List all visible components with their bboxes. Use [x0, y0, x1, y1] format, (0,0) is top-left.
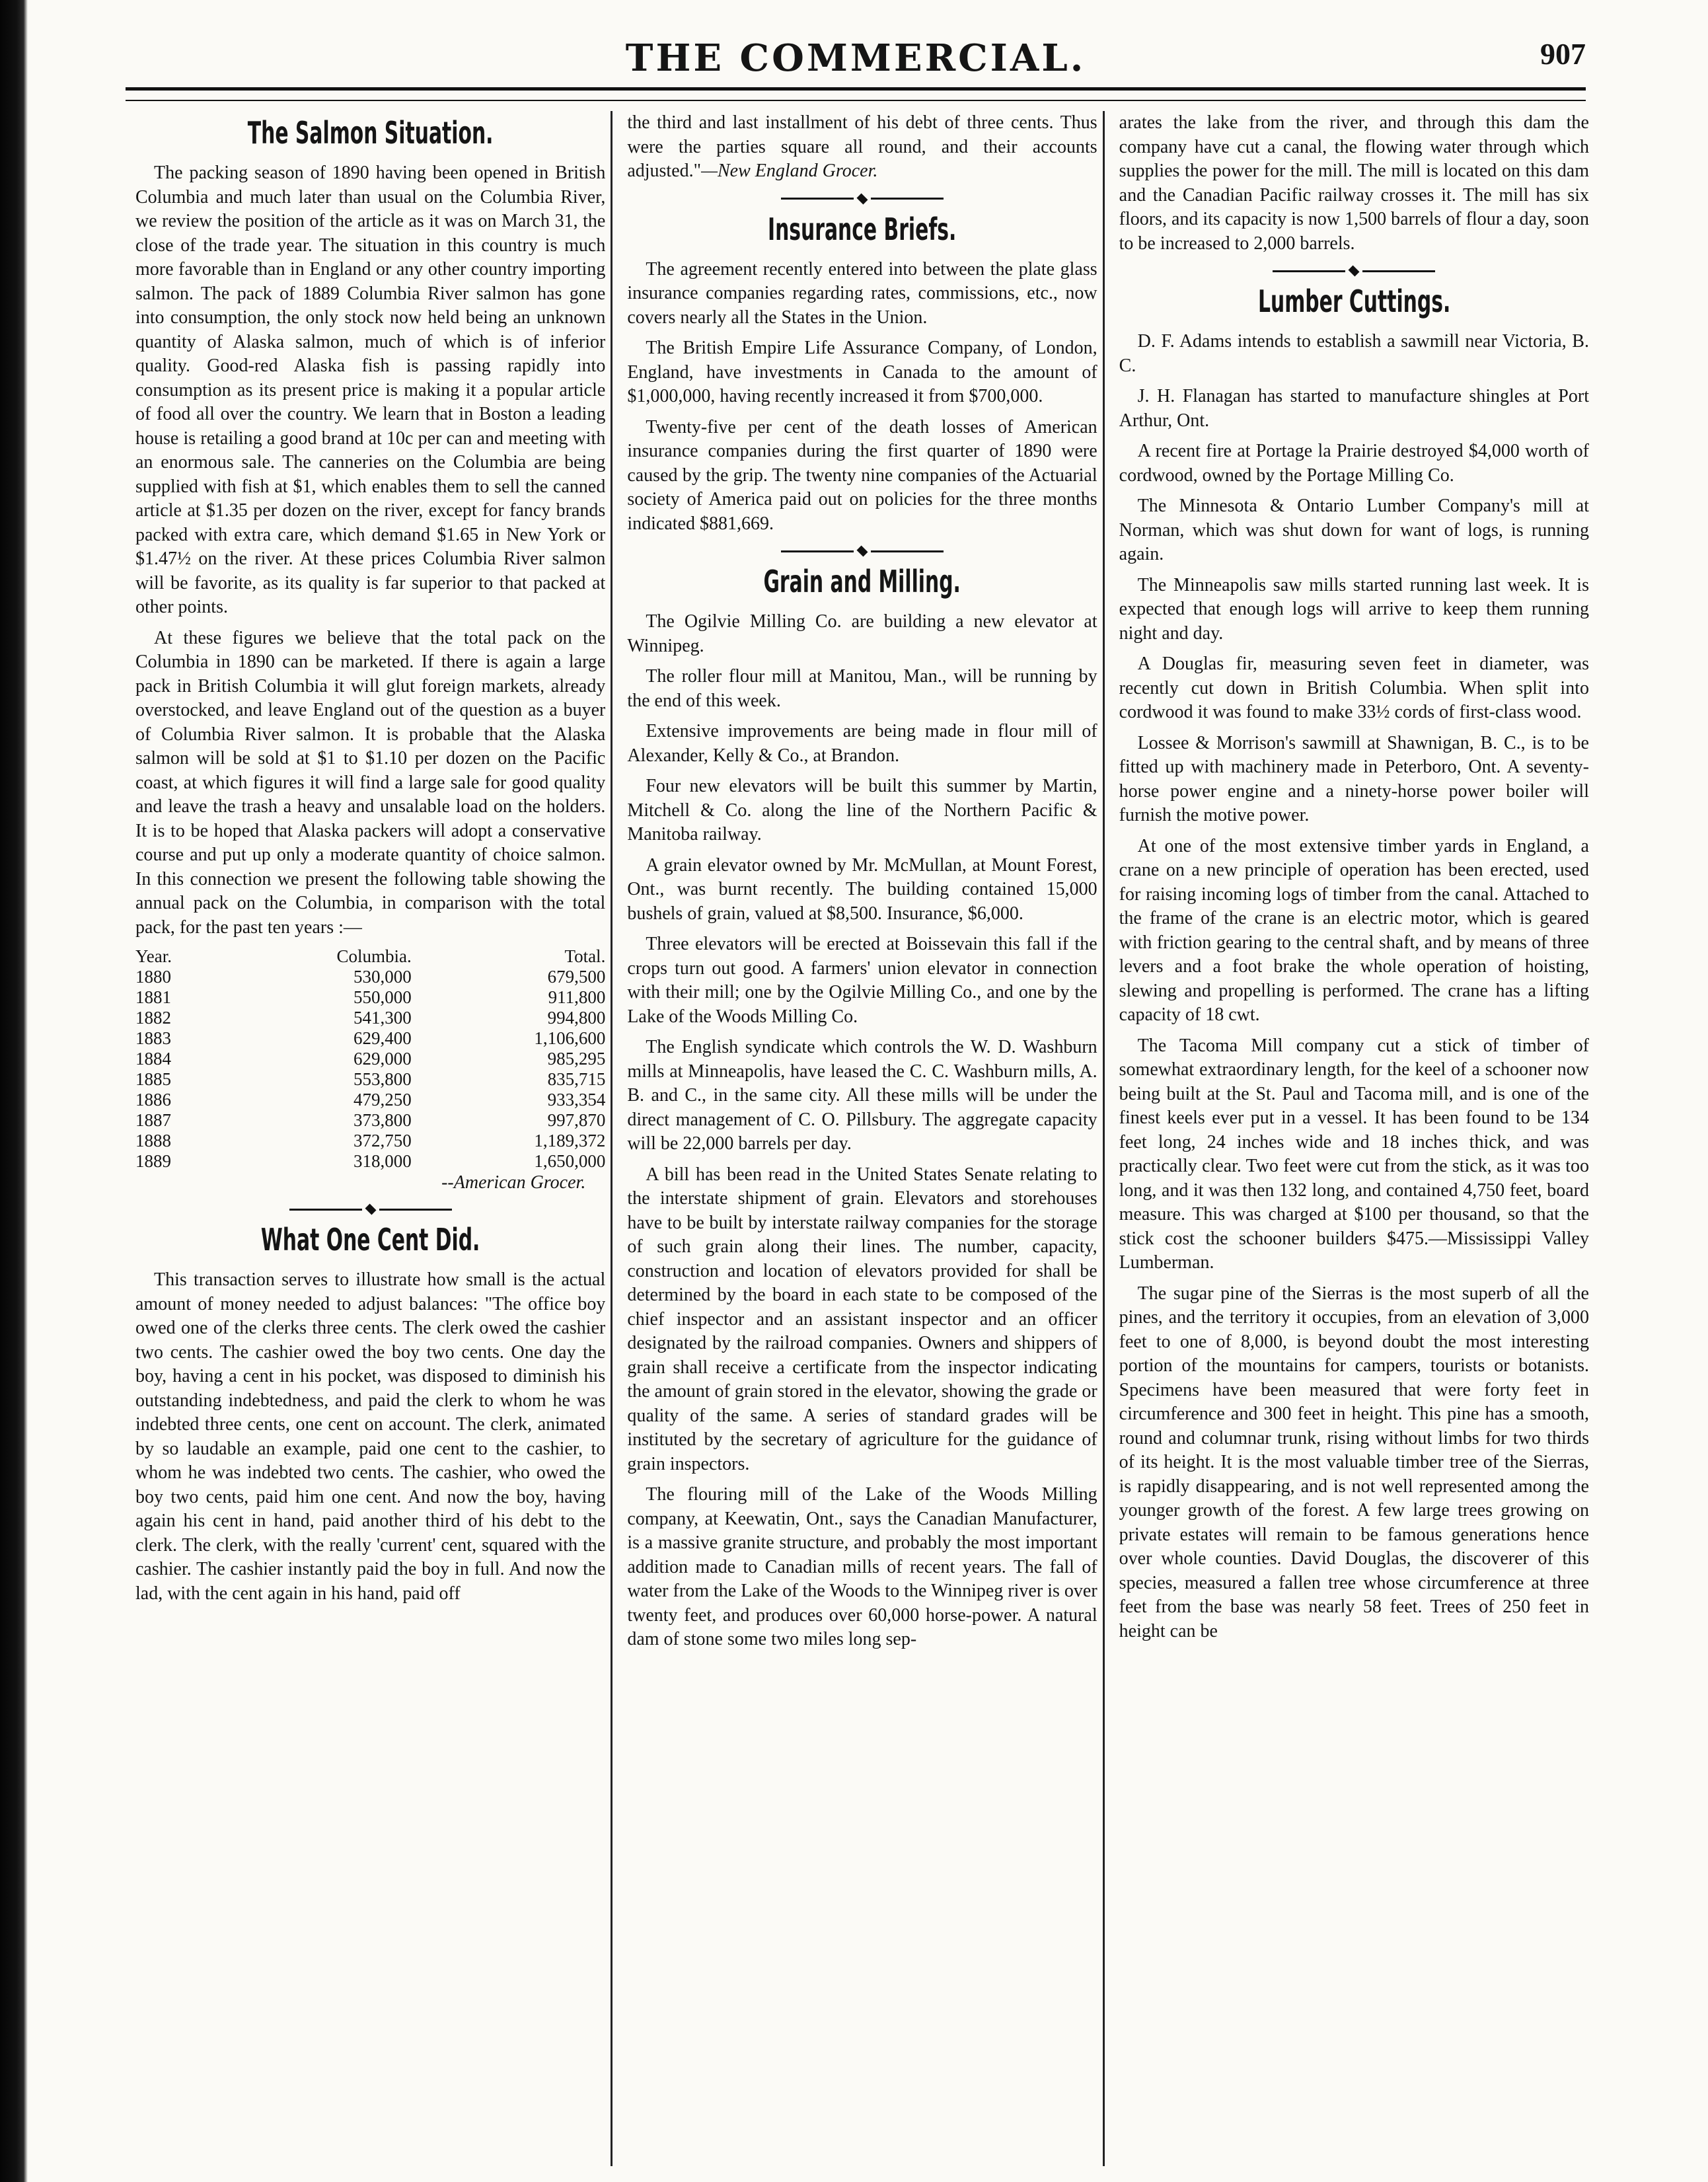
article-columns	[135, 111, 1589, 2166]
column-2	[611, 111, 1097, 2166]
cell-total: 933,354	[547, 1090, 606, 1110]
lumber-paragraph: A recent fire at Portage la Prairie destroyed $4,000 worth of cordwood, owned by the Portage Milling Co.	[1119, 441, 1589, 486]
grain-paragraph: The English syndicate which controls the W. D. Washburn mills at Minneapolis, have leased the C. C. Washburn mills, A. B. and C., in the same city. All these mills will be under the direct management of C. O. Pillsbury. The aggregate capacity will be 22,000 barrels per day.	[627, 1037, 1097, 1154]
cell-columbia: 553,800	[353, 1069, 412, 1089]
column-3	[1103, 111, 1589, 2166]
cell-year: 1887	[135, 1110, 171, 1130]
cent-source: —New England Grocer.	[701, 161, 878, 181]
cell-total: 911,800	[548, 987, 606, 1007]
table-header-row	[135, 946, 605, 967]
insurance-paragraph: The British Empire Life Assurance Company, of London, England, have investments in Canada to the amount of $1,000,000, having recently increased it from $700,000.	[627, 338, 1097, 406]
cell-total: 985,295	[547, 1049, 606, 1069]
table-row	[135, 1090, 605, 1110]
cell-total: 1,189,372	[534, 1131, 606, 1150]
cell-columbia: 629,000	[353, 1049, 412, 1069]
cell-columbia: 629,400	[353, 1028, 412, 1048]
grain-continuation: arates the lake from the river, and through this dam the company have cut a canal, the flowing water through which supplies the power for the mill. The mill is located on this dam and the Canadian Pacific railway crosses it. The mill has six floors, and its capacity is now 1,500 barrels of flour a day, soon to be increased to 2,000 barrels.	[1119, 112, 1589, 254]
grain-paragraph: The Ogilvie Milling Co. are building a new elevator at Winnipeg.	[627, 611, 1097, 656]
cell-year: 1888	[135, 1131, 171, 1150]
table-row	[135, 1131, 605, 1151]
lumber-paragraph: J. H. Flanagan has started to manufacture shingles at Port Arthur, Ont.	[1119, 386, 1589, 431]
header-columbia: Columbia.	[336, 946, 412, 966]
grain-paragraph: The flouring mill of the Lake of the Woods Milling company, at Keewatin, Ont., says the Canadian Manufacturer, is a massive granite structure, and probably the most important addition made to Canadian mills of recent years. The fall of water from the Lake of the Woods to the Winnipeg river is over twenty feet, and produces over 60,000 horse-power. A natural dam of stone some two miles long sep-	[627, 1484, 1097, 1649]
header-total: Total.	[564, 946, 606, 966]
section-ornament	[627, 548, 1097, 554]
table-row	[135, 1151, 605, 1172]
cell-total: 1,650,000	[534, 1151, 606, 1171]
cell-columbia: 318,000	[353, 1151, 412, 1171]
cell-columbia: 541,300	[353, 1008, 412, 1028]
cell-columbia: 550,000	[353, 987, 412, 1007]
section-ornament	[1119, 268, 1589, 274]
cell-total: 1,106,600	[534, 1028, 606, 1048]
lumber-paragraph: At one of the most extensive timber yards in England, a crane on a new principle of operation has been erected, used for raising incoming logs of timber from the canal. Attached to the frame of the crane is an electric motor, which is geared with friction gearing to the central shaft, and by means of three levers and a foot brake the whole operation of hoisting, slewing and propelling is performed. The crane has a lifting capacity of 18 cwt.	[1119, 835, 1589, 1025]
cell-year: 1889	[135, 1151, 171, 1171]
insurance-heading: Insurance Briefs.	[768, 211, 957, 247]
cent-continuation	[627, 111, 1097, 184]
section-ornament	[135, 1206, 605, 1213]
cell-year: 1886	[135, 1090, 171, 1110]
table-row	[135, 1069, 605, 1090]
cent-paragraph: This transaction serves to illustrate how small is the actual amount of money needed to adjust balances: "The office boy owed one of the clerks three cents. The clerk owed the cashier two cents. The cashier owed the boy two cents. One day the boy, having a cent in his pocket, was disposed to diminish his outstanding indebtedness, and paid the clerk to whom he was indebted three cents, one cent on account. The clerk, animated by so laudable an example, paid one cent to the cashier, to whom he was indebted two cents. The cashier, who owed the boy two cents, paid him one cent. And now the boy, having again his cent in hand, paid another third of his debt to the clerk. The clerk, with the really 'current' cent, squared with the cashier. The cashier instantly paid the boy in full. And now the lad, with the cent again in his hand, paid off	[135, 1269, 606, 1604]
salmon-pack-table	[135, 946, 605, 1172]
cell-total: 997,870	[547, 1110, 606, 1130]
table-row	[135, 1049, 605, 1069]
grain-heading: Grain and Milling.	[763, 564, 961, 599]
cell-total: 679,500	[547, 967, 606, 987]
cell-year: 1885	[135, 1069, 171, 1089]
cent-heading: What One Cent Did.	[260, 1222, 480, 1258]
table-row	[135, 1028, 605, 1049]
insurance-paragraph: The agreement recently entered into between the plate glass insurance companies regarding rates, commissions, etc., now covers nearly all the States in the Union.	[627, 258, 1097, 328]
cell-columbia: 372,750	[353, 1131, 412, 1150]
lumber-heading: Lumber Cuttings.	[1257, 283, 1450, 319]
section-ornament	[627, 196, 1097, 202]
header-year: Year.	[135, 946, 172, 966]
lumber-paragraph: The Minneapolis saw mills started running last week. It is expected that enough logs will arrive to keep them running night and day.	[1119, 574, 1589, 644]
lumber-paragraph: The Tacoma Mill company cut a stick of timber of somewhat extraordinary length, for the keel of a schooner now being built at the St. Paul and Tacoma mill, and is one of the finest keels ever put in a vessel. It has been found to be 134 feet long, 24 inches wide and 18 inches thick, and was practically clear. Two feet were cut from the stick, as it was too long, and it was then 132 long, and contained 4,750 feet, board measure. This was charged at $100 per thousand, so that the stick cost the schooner builders $475.—Mississippi Valley Lumberman.	[1119, 1035, 1589, 1273]
grain-paragraph: A grain elevator owned by Mr. McMullan, at Mount Forest, Ont., was burnt recently. The building contained 15,000 bushels of grain, valued at $8,500. Insurance, $6,000.	[627, 854, 1097, 924]
cell-columbia: 479,250	[353, 1090, 412, 1110]
cell-year: 1880	[135, 967, 171, 987]
cell-year: 1881	[135, 987, 171, 1007]
grain-paragraph: Extensive improvements are being made in flour mill of Alexander, Kelly & Co., at Brandon.	[627, 721, 1097, 766]
lumber-paragraph: The sugar pine of the Sierras is the most superb of all the pines, and the territory it occupies, from an elevation of 3,000 feet to one of 8,000, is beyond doubt the most interesting portion of the mountains for campers, tourists or botanists. Specimens have been measured that were forty feet in circumference and 300 feet in height. This pine has a smooth, round and columnar trunk, rising without limbs for two thirds of its height. It is the most valuable timber tree of the Sierras, is rapidly disappearing, and is not well represented among the younger growth of the forest. A few large trees growing on private estates will remain to be famous generations hence over whole counties. David Douglas, the discoverer of this species, measured a fallen tree whose circumference at three feet from the base was nearly 58 feet. Trees of 250 feet in height can be	[1119, 1283, 1589, 1641]
page-number: 907	[1540, 37, 1586, 71]
table-row	[135, 987, 605, 1008]
grain-paragraph: Three elevators will be erected at Boissevain this fall if the crops turn out good. A farmers' union elevator in connection with their mill; one by the Ogilvie Milling Co., and one by the Lake of the Woods Milling Co.	[627, 934, 1097, 1027]
cell-total: 835,715	[547, 1069, 606, 1089]
cell-year: 1884	[135, 1049, 171, 1069]
table-body	[135, 967, 605, 1172]
lumber-paragraph: A Douglas fir, measuring seven feet in diameter, was recently cut down in British Columbia. When split into cordwood it was found to make 33½ cords of first-class wood.	[1119, 654, 1589, 722]
column-1	[135, 111, 605, 2166]
salmon-paragraph: At these figures we believe that the total pack on the Columbia in 1890 can be marketed. If there is again a large pack in British Columbia it will glut foreign markets, already overstocked, and leave England out of the question as a buyer of Columbia River salmon. It is probable that the Alaska salmon will be sold at $1 to $1.10 per dozen on the Pacific coast, at which figures it will find a large sale for good quality and leave the trash a heavy and unsalable load on the holders. It is to be hoped that Alaska packers will adopt a conservative course and put up only a moderate quantity of choice salmon. In this connection we present the following table showing the annual pack on the Columbia, in comparison with the total pack, for the past ten years :—	[135, 627, 606, 938]
lumber-paragraph: Lossee & Morrison's sawmill at Shawnigan, B. C., is to be fitted up with machinery made in Peterboro, Ont. A seventy-horse power engine and a ninety-horse power boiler will furnish the motive power.	[1119, 732, 1589, 825]
cell-columbia: 530,000	[353, 967, 412, 987]
table-row	[135, 967, 605, 987]
grain-paragraph: The roller flour mill at Manitou, Man., will be running by the end of this week.	[627, 666, 1097, 711]
cell-columbia: 373,800	[353, 1110, 412, 1130]
table-row	[135, 1110, 605, 1131]
cell-total: 994,800	[547, 1008, 606, 1028]
scan-binding-edge	[0, 0, 28, 2182]
lumber-paragraph: The Minnesota & Ontario Lumber Company's mill at Norman, which was shut down for want of logs, is running again.	[1119, 496, 1589, 564]
cell-year: 1883	[135, 1028, 171, 1048]
table-row	[135, 1008, 605, 1028]
salmon-paragraph: The packing season of 1890 having been opened in British Columbia and much later than usual on the Columbia River, we review the position of the article as it was on March 31, the close of the trade year. The situation in this country is much more favorable than in England or any other country importing salmon. The pack of 1889 Columbia River salmon has gone into consumption, the only stock now held being an unknown quantity of Alaska salmon, much of which is of inferior quality. Good-red Alaska fish is passing rapidly into consumption as its present price is making it a popular article of food all over the country. We learn that in Boston a leading house is retailing a good brand at 10c per can and meeting with an enormous sale. The canneries on the Columbia are being supplied with fish at $1, which enables them to sell the canned article at $1.35 per dozen on the river, except for fancy brands packed with extra care, which demand $1.65 in New York or $1.47½ on the river. At these prices Columbia River salmon will be favorite, as its quality is far superior to that packed at other points.	[135, 163, 606, 617]
grain-paragraph: Four new elevators will be built this summer by Martin, Mitchell & Co. along the line of the Northern Pacific & Manitoba railway.	[627, 776, 1097, 845]
grain-paragraph: A bill has been read in the United States Senate relating to the interstate shipment of grain. Elevators and storehouses have to be built by interstate railway companies for the storage of such grain along their lines. The number, capacity, construction and location of elevators provided for shall be determined by the board in each state to be composed of the chief inspector and an assistant inspector and an officer designated by the railroad companies. Owners and shippers of grain shall receive a certificate from the inspector indicating the amount of grain stored in the elevator, showing the grade or quality of the same. A series of standard grades will be instituted by the secretary of agriculture for the guidance of grain inspectors.	[627, 1164, 1097, 1474]
masthead	[126, 30, 1586, 83]
lumber-paragraph: D. F. Adams intends to establish a sawmill near Victoria, B. C.	[1119, 331, 1589, 376]
masthead-rule	[126, 87, 1586, 101]
insurance-paragraph: Twenty-five per cent of the death losses of American insurance companies during the first quarter of 1890 were caused by the grip. The twenty nine companies of the Actuarial society of America paid out on policies for the three months indicated $881,669.	[627, 416, 1097, 534]
newspaper-title: THE COMMERCIAL.	[625, 36, 1086, 80]
cent-continuation-text: the third and last installment of his debt of three cents. Thus were the parties square all round, and their accounts adjusted."	[627, 112, 1097, 181]
salmon-source: --American Grocer.	[441, 1172, 586, 1193]
salmon-heading: The Salmon Situation.	[247, 115, 494, 151]
cell-year: 1882	[135, 1008, 171, 1028]
